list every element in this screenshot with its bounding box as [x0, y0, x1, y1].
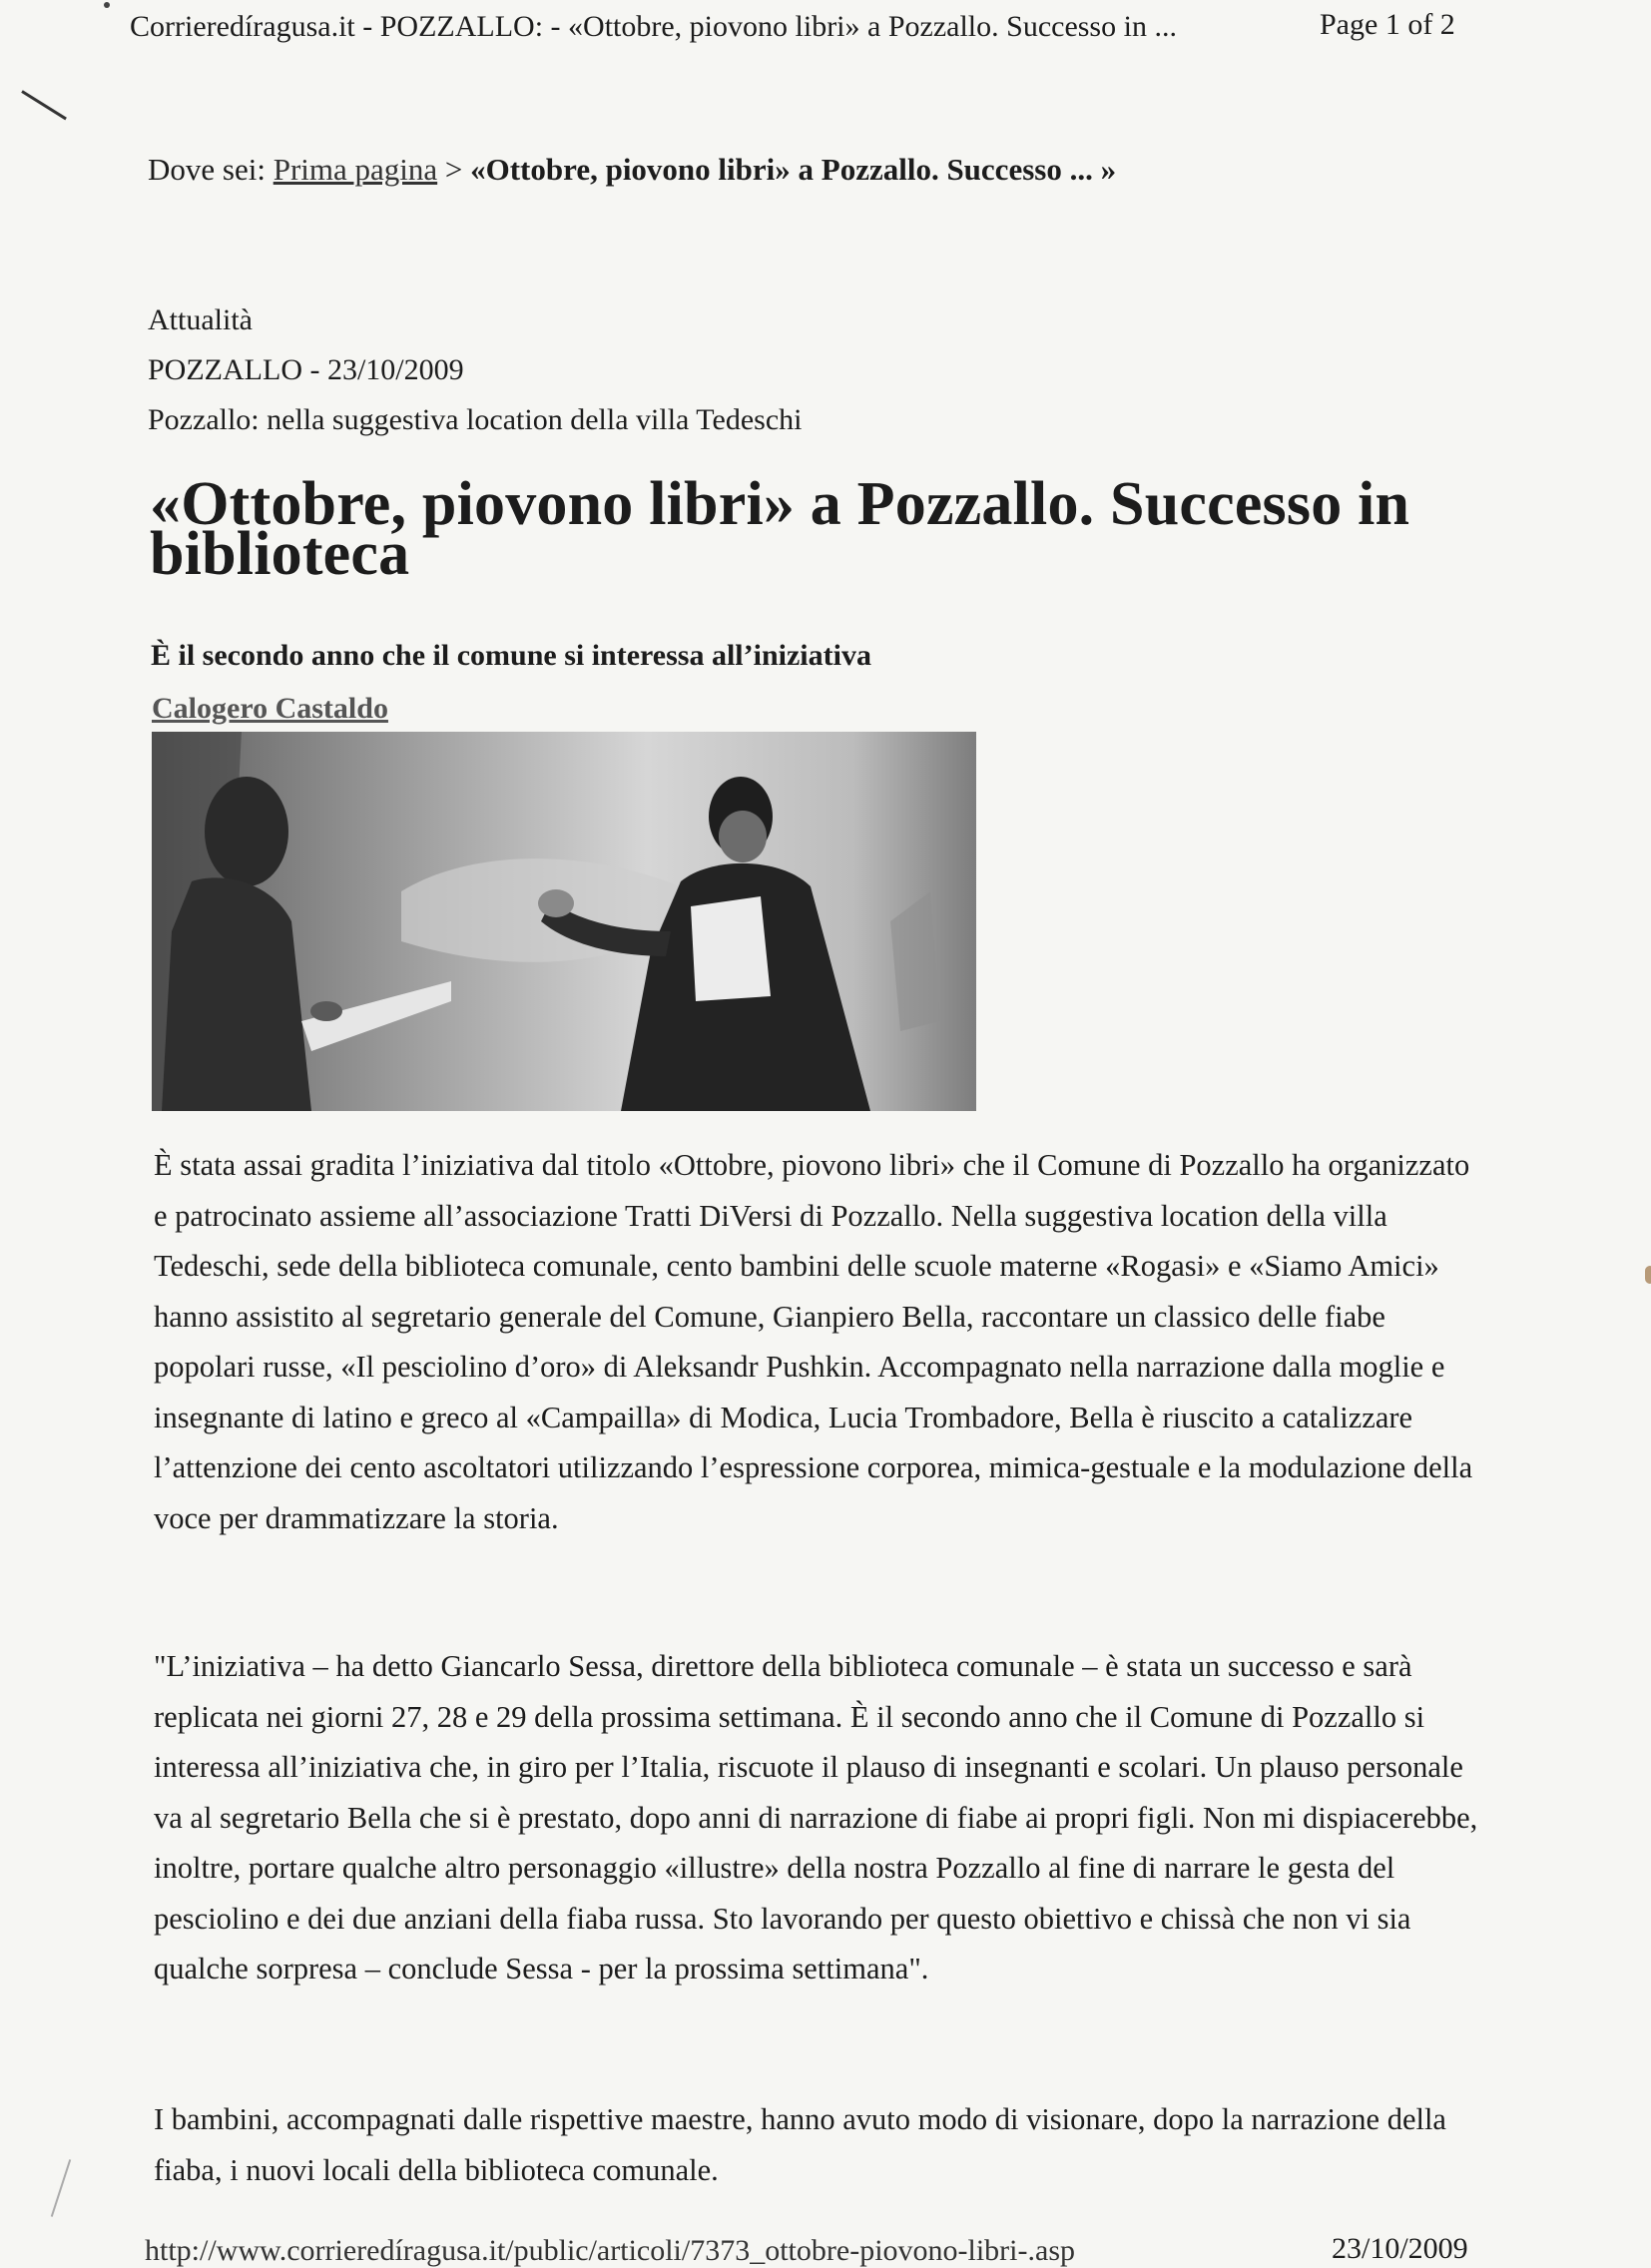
print-page-number: Page 1 of 2	[1320, 8, 1455, 41]
article-paragraph: È stata assai gradita l’iniziativa dal titolo «Ottobre, piovono libri» che il Comune di Pozzallo ha organizzato e patrocinato assieme all’associazione Tratti DiVersi di Pozzallo. Nella suggestiva location della villa Tedeschi, sede della biblioteca comunale, cento bambini delle scuole materne «Rogasi» e «Siamo Amici» hanno assistito al segretario generale del Comune, Gianpiero Bella, raccontare un classico delle fiabe popolari russe, «Il pesciolino d’oro» di Aleksandr Pushkin. Accompagnato nella narrazione dalla moglie e insegnante di latino e greco al «Campailla» di Modica, Lucia Trombadore, Bella è riuscito a catalizzare l’attenzione dei cento ascoltatori utilizzando l’espressione corporea, mimica-gestuale e la modulazione della voce per drammatizzare la storia.	[154, 1148, 1473, 1535]
print-footer-date: 23/10/2009	[1332, 2232, 1468, 2265]
scan-speck	[104, 2, 110, 8]
article-photo	[152, 732, 976, 1111]
pen-mark	[21, 90, 67, 120]
breadcrumb-current: «Ottobre, piovono libri» a Pozzallo. Successo ... »	[470, 152, 1117, 187]
scan-artifact	[51, 2159, 71, 2217]
breadcrumb	[148, 152, 1116, 188]
print-header-title: Corrieredíragusa.it - POZZALLO: - «Ottobre, piovono libri» a Pozzallo. Successo in ...	[130, 10, 1177, 43]
article-section: Attualità	[148, 303, 253, 336]
print-footer-url: http://www.corrieredíragusa.it/public/articoli/7373_ottobre-piovono-libri-.asp	[145, 2234, 1075, 2267]
article-title: «Ottobre, piovono libri» a Pozzallo. Successo in biblioteca	[150, 470, 1410, 588]
photo-illustration	[152, 732, 976, 1111]
scan-speck	[1645, 1266, 1651, 1284]
article-paragraph: "L’iniziativa – ha detto Giancarlo Sessa, direttore della biblioteca comunale – è stata un successo e sarà replicata nei giorni 27, 28 e 29 della prossima settimana. È il secondo anno che il Comune di Pozzallo si interessa all’iniziativa che, in giro per l’Italia, riscuote il plauso di insegnanti e scolari. Un plauso personale va al segretario Bella che si è prestato, dopo anni di narrazione di fiabe ai propri figli. Non mi dispiacerebbe, inoltre, portare qualche altro personaggio «illustre» della nostra Pozzallo al fine di narrare le gesta del pesciolino e dei due anziani della fiaba russa. Sto lavorando per questo obiettivo e chissà che non vi sia qualche sorpresa – conclude Sessa - per la prossima settimana".	[154, 1649, 1478, 1985]
article-paragraph: I bambini, accompagnati dalle rispettive maestre, hanno avuto modo di visionare, dopo la narrazione della fiaba, i nuovi locali della biblioteca comunale.	[154, 2102, 1446, 2187]
article-subtitle: È il secondo anno che il comune si interessa all’iniziativa	[151, 639, 871, 672]
breadcrumb-separator: >	[444, 152, 463, 187]
article-location-date: POZZALLO - 23/10/2009	[148, 353, 464, 386]
article-kicker: Pozzallo: nella suggestiva location della villa Tedeschi	[148, 403, 803, 436]
article-author-link[interactable]: Calogero Castaldo	[152, 692, 388, 725]
breadcrumb-home-link[interactable]: Prima pagina	[273, 152, 438, 187]
breadcrumb-prefix: Dove sei:	[148, 152, 266, 187]
